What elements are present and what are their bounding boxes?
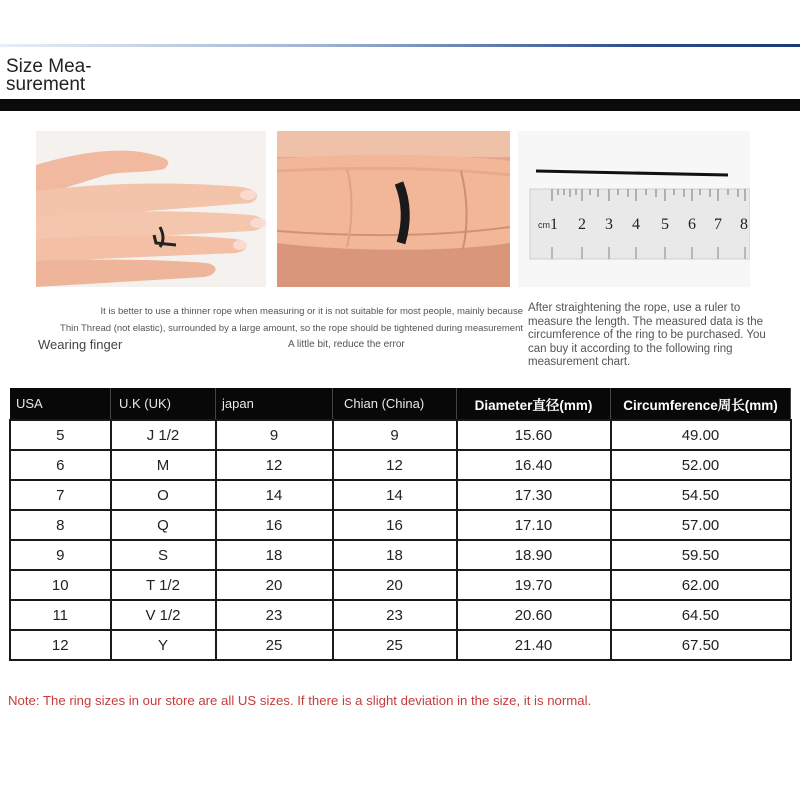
- us-size-note: Note: The ring sizes in our store are all US sizes. If there is a slight deviation in the size, it is normal.: [8, 693, 592, 708]
- ruler-number: 3: [605, 216, 613, 233]
- table-cell: 20: [216, 570, 333, 600]
- ruler-number: 4: [632, 216, 640, 233]
- table-cell: 21.40: [457, 630, 611, 660]
- table-cell: 20: [333, 570, 457, 600]
- table-row: [10, 570, 791, 600]
- table-cell: 10: [10, 570, 111, 600]
- ruler-number: 1: [550, 216, 558, 233]
- table-cell: 12: [216, 450, 333, 480]
- table-cell: 25: [216, 630, 333, 660]
- table-cell: 23: [333, 600, 457, 630]
- table-row: [10, 420, 791, 450]
- header-circumference: Circumference周长(mm): [611, 388, 791, 420]
- table-cell: 49.00: [611, 420, 791, 450]
- table-cell: M: [111, 450, 216, 480]
- table-cell: 54.50: [611, 480, 791, 510]
- table-cell: 18: [333, 540, 457, 570]
- table-cell: 67.50: [611, 630, 791, 660]
- table-cell: 59.50: [611, 540, 791, 570]
- table-cell: 16: [333, 510, 457, 540]
- table-cell: 8: [10, 510, 111, 540]
- table-header-row: [10, 388, 791, 420]
- table-cell: Q: [111, 510, 216, 540]
- table-cell: 20.60: [457, 600, 611, 630]
- table-cell: 57.00: [611, 510, 791, 540]
- table-row: [10, 540, 791, 570]
- table-cell: 11: [10, 600, 111, 630]
- reduce-error-label: A little bit, reduce the error: [288, 339, 405, 350]
- table-cell: 64.50: [611, 600, 791, 630]
- table-cell: 17.30: [457, 480, 611, 510]
- measurement-tip-caption: [8, 303, 523, 337]
- finger-closeup-photo: [277, 131, 510, 287]
- table-cell: S: [111, 540, 216, 570]
- table-row: [10, 450, 791, 480]
- wearing-finger-label: Wearing finger: [38, 337, 123, 352]
- table-cell: 25: [333, 630, 457, 660]
- ring-size-table: [9, 388, 792, 661]
- header-uk: U.K (UK): [111, 388, 216, 420]
- table-row: [10, 510, 791, 540]
- table-cell: 16.40: [457, 450, 611, 480]
- table-cell: 14: [216, 480, 333, 510]
- header-diameter: Diameter直径(mm): [457, 388, 611, 420]
- ruler-unit-label: cm: [538, 220, 550, 230]
- table-cell: 62.00: [611, 570, 791, 600]
- hand-photo: [36, 131, 266, 287]
- table-cell: 18: [216, 540, 333, 570]
- table-cell: 14: [333, 480, 457, 510]
- table-cell: 5: [10, 420, 111, 450]
- table-cell: 6: [10, 450, 111, 480]
- table-cell: 9: [10, 540, 111, 570]
- header-japan: japan: [216, 388, 333, 420]
- table-cell: 19.70: [457, 570, 611, 600]
- table-cell: 7: [10, 480, 111, 510]
- header-china: Chian (China): [333, 388, 457, 420]
- page-title: Size Mea- surement: [6, 56, 92, 95]
- table-cell: T 1/2: [111, 570, 216, 600]
- table-cell: 9: [216, 420, 333, 450]
- ruler-number: 8: [740, 216, 748, 233]
- table-row: [10, 630, 791, 660]
- title-divider-bar: [0, 99, 800, 111]
- table-cell: Y: [111, 630, 216, 660]
- ruler-number: 2: [578, 216, 586, 233]
- table-cell: 17.10: [457, 510, 611, 540]
- ruler-instruction-caption: After straightening the rope, use a ruler to measure the length. The measured data is the circumference of the ring to be purchased. You can buy it according to the following ring measurement chart.: [528, 302, 766, 369]
- top-accent-line: [0, 44, 800, 47]
- caption-line-1: It is better to use a thinner rope when measuring or it is not suitable for most people, mainly because: [100, 306, 523, 317]
- header-usa: USA: [10, 388, 111, 420]
- table-cell: 18.90: [457, 540, 611, 570]
- ruler-number: 7: [714, 216, 722, 233]
- table-cell: 52.00: [611, 450, 791, 480]
- table-row: [10, 600, 791, 630]
- table-cell: 23: [216, 600, 333, 630]
- table-cell: 12: [10, 630, 111, 660]
- table-cell: 16: [216, 510, 333, 540]
- caption-line-2: Thin Thread (not elastic), surrounded by a large amount, so the rope should be tightened during measurement: [60, 323, 523, 334]
- ruler-number: 6: [688, 216, 696, 233]
- table-row: [10, 480, 791, 510]
- ruler-number: 5: [661, 216, 669, 233]
- table-cell: J 1/2: [111, 420, 216, 450]
- table-cell: V 1/2: [111, 600, 216, 630]
- ruler-photo: [518, 131, 750, 287]
- table-cell: O: [111, 480, 216, 510]
- table-cell: 12: [333, 450, 457, 480]
- table-cell: 9: [333, 420, 457, 450]
- table-cell: 15.60: [457, 420, 611, 450]
